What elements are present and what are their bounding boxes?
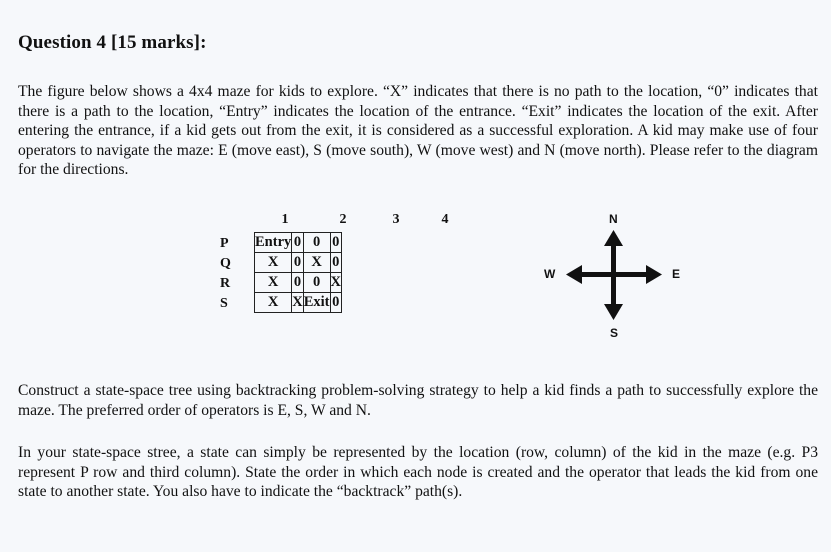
compass-south-label: S (610, 326, 619, 340)
maze-cell: X (292, 293, 303, 313)
question-intro: The figure below shows a 4x4 maze for kids to explore. “X” indicates that there is no path to the location, “0” indicates that there is a path to the location, “Entry” indicates the location of the entrance. “Exit” indicates the location of the exit. After entering the entrance, if a kid gets out from the exit, it is considered as a successful exploration. A kid may make use of four operators to navigate the maze: E (move east), S (move south), W (move west) and N (move north). Please refer to the diagram for the directions. (18, 83, 818, 179)
maze-row-s (255, 293, 342, 313)
column-header: 1 (281, 212, 289, 227)
column-header: 4 (441, 212, 449, 227)
question-title: Question 4 [15 marks]: (18, 32, 207, 53)
compass-east-label: E (672, 267, 681, 281)
maze-cell: 0 (303, 233, 330, 253)
column-header: 3 (392, 212, 400, 227)
maze-cell: 0 (292, 273, 303, 293)
column-header: 2 (339, 212, 347, 227)
maze-cell: Exit (303, 293, 330, 313)
maze-cell: 0 (330, 293, 341, 313)
maze-cell: 0 (330, 233, 341, 253)
row-label: Q (220, 256, 231, 271)
maze-cell: 0 (330, 253, 341, 273)
maze-row-r (255, 273, 342, 293)
maze-row-p (255, 233, 342, 253)
maze-grid (254, 232, 342, 313)
maze-cell: X (255, 293, 292, 313)
row-label: S (220, 296, 228, 311)
question-instructions: In your state-space stree, a state can simply be represented by the location (row, column) of the kid in the maze (e.g. P3 represent P row and third column). State the order in which each node is created and the operator that leads the kid from one state to another state. You also have to indicate the “backtrack” path(s). (18, 444, 818, 501)
maze-cell: Entry (255, 233, 292, 253)
compass-north-label: N (609, 212, 618, 226)
maze-row-q (255, 253, 342, 273)
maze-cell: 0 (292, 233, 303, 253)
compass-diagram (538, 210, 688, 340)
row-label: R (220, 276, 231, 291)
maze-cell: X (255, 253, 292, 273)
maze-cell: X (255, 273, 292, 293)
maze-cell: X (303, 253, 330, 273)
compass-arrows-icon (538, 210, 688, 340)
row-label: P (220, 236, 229, 251)
question-task: Construct a state-space tree using backtracking problem-solving strategy to help a kid finds a path to successfully explore the maze. The preferred order of operators is E, S, W and N. (18, 382, 818, 419)
compass-west-label: W (544, 267, 556, 281)
maze-cell: 0 (292, 253, 303, 273)
maze-cell: X (330, 273, 341, 293)
maze-cell: 0 (303, 273, 330, 293)
